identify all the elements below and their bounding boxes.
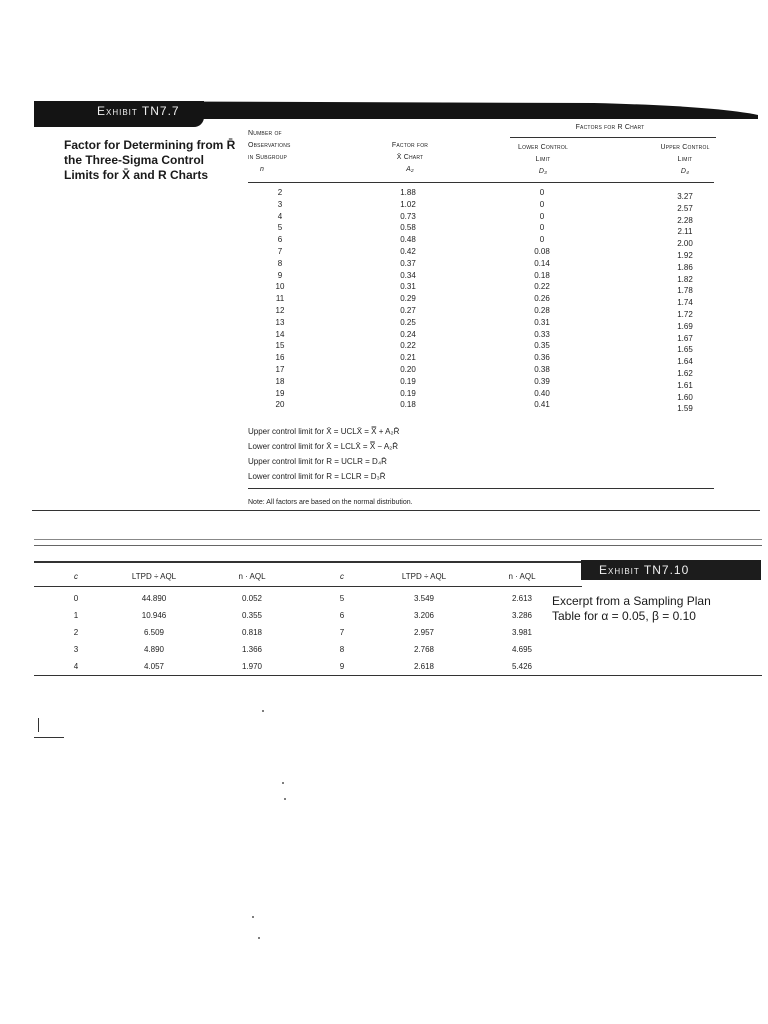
header-group-rule	[510, 137, 716, 138]
cell-d4: 1.61	[677, 380, 693, 390]
header-a2-line: X̄ Chart	[396, 154, 424, 161]
page-mark-tick	[38, 718, 39, 732]
cell-n: 10	[275, 282, 285, 292]
header-d4-line: Limit	[677, 156, 693, 163]
header-a2-symbol: A₂	[406, 166, 414, 173]
cell-n: 13	[275, 317, 285, 327]
speck	[282, 782, 284, 784]
sampling-cell-naql: 5.426	[511, 662, 533, 671]
speck	[284, 798, 286, 800]
cell-d3: 0.40	[534, 388, 550, 398]
exhibit-tn710-label: Exhibit TN7.10	[599, 563, 690, 577]
cell-d3: 0	[539, 235, 545, 245]
header-n	[248, 128, 314, 176]
cell-n: 4	[277, 211, 283, 221]
cell-d4: 1.62	[677, 369, 693, 378]
cell-n: 6	[277, 235, 283, 245]
sampling-cell-c: 5	[339, 594, 345, 603]
page-mark-rule	[34, 737, 64, 738]
cell-a2: 0.22	[400, 341, 416, 351]
cell-a2: 0.18	[400, 400, 416, 410]
cell-a2: 0.34	[400, 270, 416, 280]
sampling-cell-naql: 1.970	[241, 662, 263, 671]
header-d4-symbol: D₄	[680, 168, 690, 175]
sampling-cell-ratio: 3.549	[413, 594, 435, 603]
cell-d3: 0.18	[534, 270, 550, 280]
cell-d4: 2.11	[677, 227, 693, 237]
formula-ucl-r: Upper control limit for R = UCLR = D₄R̄	[248, 457, 387, 466]
cell-n: 14	[275, 329, 285, 339]
cell-n: 11	[275, 294, 285, 304]
sampling-cell-ratio: 2.618	[413, 662, 435, 671]
header-d3-line: Lower Control	[518, 144, 568, 151]
sampling-cell-naql: 0.818	[241, 628, 263, 637]
cell-n: 20	[275, 400, 285, 410]
header-d3-line: Limit	[535, 156, 551, 163]
cell-d3: 0	[539, 211, 545, 221]
cell-d4: 1.65	[677, 345, 693, 355]
cell-d4: 2.28	[677, 215, 693, 225]
sampling-cell-ratio: 4.057	[143, 662, 165, 671]
cell-n: 16	[275, 353, 285, 363]
cell-d3: 0.41	[534, 400, 550, 410]
sampling-cell-c: 8	[339, 645, 345, 654]
cell-d4: 3.27	[677, 192, 693, 201]
cell-n: 18	[275, 376, 285, 386]
sampling-cell-naql: 3.981	[511, 628, 533, 637]
header-c: c	[340, 572, 344, 581]
cell-d3: 0.39	[534, 376, 550, 386]
sampling-cell-ratio: 3.206	[413, 611, 435, 620]
cell-a2: 0.31	[400, 282, 416, 292]
cell-d4: 1.59	[677, 404, 693, 414]
cell-d3: 0.33	[534, 329, 550, 339]
sampling-cell-naql: 1.366	[241, 645, 263, 654]
header-r-group: Factors for R Chart	[575, 124, 645, 131]
cell-n: 15	[275, 341, 285, 351]
header-n-aql: n · AQL	[508, 572, 536, 581]
cell-d4: 1.74	[677, 298, 693, 308]
sampling-cell-naql: 0.052	[241, 594, 263, 603]
sampling-header-rule	[34, 586, 582, 587]
sampling-cell-c: 4	[73, 662, 79, 671]
cell-d4: 2.00	[677, 239, 693, 249]
cell-d4: 1.69	[677, 321, 693, 331]
cell-d3: 0	[539, 199, 545, 209]
sampling-cell-c: 6	[339, 611, 345, 620]
speck	[262, 710, 264, 712]
formula-lcl-x: Lower control limit for X̄ = LCLX̄ = X̿ − A₂R̄	[248, 442, 399, 451]
cell-n: 12	[275, 306, 285, 315]
cell-d4: 1.82	[677, 274, 693, 284]
header-rule	[248, 182, 714, 183]
sampling-cell-c: 3	[73, 645, 79, 654]
cell-n: 2	[277, 188, 283, 197]
cell-a2: 0.73	[400, 211, 416, 221]
cell-a2: 0.20	[400, 365, 416, 374]
header-ltpd-aql: LTPD ÷ AQL	[401, 572, 447, 581]
header-n-line: in Subgroup	[248, 154, 288, 161]
header-c: c	[74, 572, 78, 581]
cell-a2: 0.58	[400, 223, 416, 233]
speck	[252, 916, 254, 918]
sampling-bottom-rule	[34, 675, 762, 676]
cell-a2: 1.88	[400, 188, 416, 197]
formula-ucl-x: Upper control limit for X̄ = UCLX̄ = X̿ + A₂R̄	[248, 427, 400, 436]
sampling-cell-c: 9	[339, 662, 345, 671]
header-n-aql: n · AQL	[238, 572, 266, 581]
sampling-cell-ratio: 2.957	[413, 628, 435, 637]
cell-n: 19	[275, 388, 285, 398]
cell-a2: 0.29	[400, 294, 416, 304]
cell-a2: 0.48	[400, 235, 416, 245]
cell-n: 17	[275, 365, 285, 374]
header-a2-line: Factor for	[391, 142, 429, 149]
cell-d4: 1.86	[677, 262, 693, 272]
formula-rule	[248, 488, 714, 489]
cell-d4: 1.72	[677, 310, 693, 319]
cell-a2: 0.24	[400, 329, 416, 339]
cell-a2: 0.19	[400, 388, 416, 398]
sampling-cell-naql: 3.286	[511, 611, 533, 620]
cell-d4: 1.67	[677, 333, 693, 343]
top-rule-dotted	[34, 545, 762, 546]
cell-a2: 0.37	[400, 258, 416, 268]
exhibit-caption: Factor for Determining from R̄ the Three-Sigma Control Limits for X̄ and R Charts	[64, 138, 236, 182]
header-d4-line: Upper Control	[660, 144, 710, 151]
sampling-cell-ratio: 10.946	[141, 611, 167, 620]
exhibit-label: Exhibit TN7.7	[97, 104, 180, 118]
cell-a2: 0.19	[400, 376, 416, 386]
header-d4	[642, 142, 728, 178]
header-n-line: Observations	[248, 142, 291, 149]
cell-d3: 0.36	[534, 353, 550, 363]
sampling-cell-ratio: 6.509	[143, 628, 165, 637]
cell-a2: 1.02	[400, 199, 416, 209]
cell-a2: 0.25	[400, 317, 416, 327]
sampling-cell-c: 2	[73, 628, 79, 637]
cell-d3: 0.22	[534, 282, 550, 292]
cell-d4: 2.57	[677, 203, 693, 213]
sampling-cell-ratio: 2.768	[413, 645, 435, 654]
sampling-cell-ratio: 4.890	[143, 645, 165, 654]
top-rule-light	[34, 539, 762, 540]
header-n-symbol: n	[260, 166, 265, 173]
header-n-line: Number of	[248, 130, 282, 137]
sampling-cell-naql: 2.613	[511, 594, 533, 603]
header-a2	[370, 140, 450, 176]
sampling-cell-ratio: 44.890	[141, 594, 167, 603]
cell-d3: 0.08	[534, 247, 550, 256]
cell-d4: 1.78	[677, 286, 693, 296]
cell-n: 3	[277, 199, 283, 209]
table-note: Note: All factors are based on the normal distribution.	[248, 499, 413, 506]
sampling-top-rule	[34, 561, 582, 563]
section-rule	[32, 510, 760, 511]
cell-d3: 0	[539, 223, 545, 233]
cell-a2: 0.21	[400, 353, 416, 363]
cell-d3: 0.31	[534, 317, 550, 327]
cell-d3: 0.14	[534, 258, 550, 268]
cell-n: 7	[277, 247, 283, 256]
cell-n: 9	[277, 270, 283, 280]
speck	[258, 937, 260, 939]
cell-d3: 0.28	[534, 306, 550, 315]
cell-d3: 0.26	[534, 294, 550, 304]
sampling-cell-c: 1	[73, 611, 79, 620]
sampling-cell-naql: 4.695	[511, 645, 533, 654]
header-d3	[500, 142, 586, 178]
header-d3-symbol: D₃	[538, 168, 548, 175]
sampling-cell-c: 0	[73, 594, 79, 603]
cell-d4: 1.64	[677, 357, 693, 367]
sampling-caption: Excerpt from a Sampling Plan Table for α = 0.05, β = 0.10	[552, 594, 711, 623]
cell-n: 8	[277, 258, 283, 268]
header-ltpd-aql: LTPD ÷ AQL	[131, 572, 177, 581]
cell-d3: 0.38	[534, 365, 550, 374]
cell-a2: 0.27	[400, 306, 416, 315]
sampling-cell-c: 7	[339, 628, 345, 637]
cell-n: 5	[277, 223, 283, 233]
cell-d3: 0.35	[534, 341, 550, 351]
cell-d4: 1.92	[677, 251, 693, 260]
cell-d4: 1.60	[677, 392, 693, 402]
formula-lcl-r: Lower control limit for R = LCLR = D₃R̄	[248, 472, 386, 481]
cell-a2: 0.42	[400, 247, 416, 256]
cell-d3: 0	[539, 188, 545, 197]
sampling-cell-naql: 0.355	[241, 611, 263, 620]
